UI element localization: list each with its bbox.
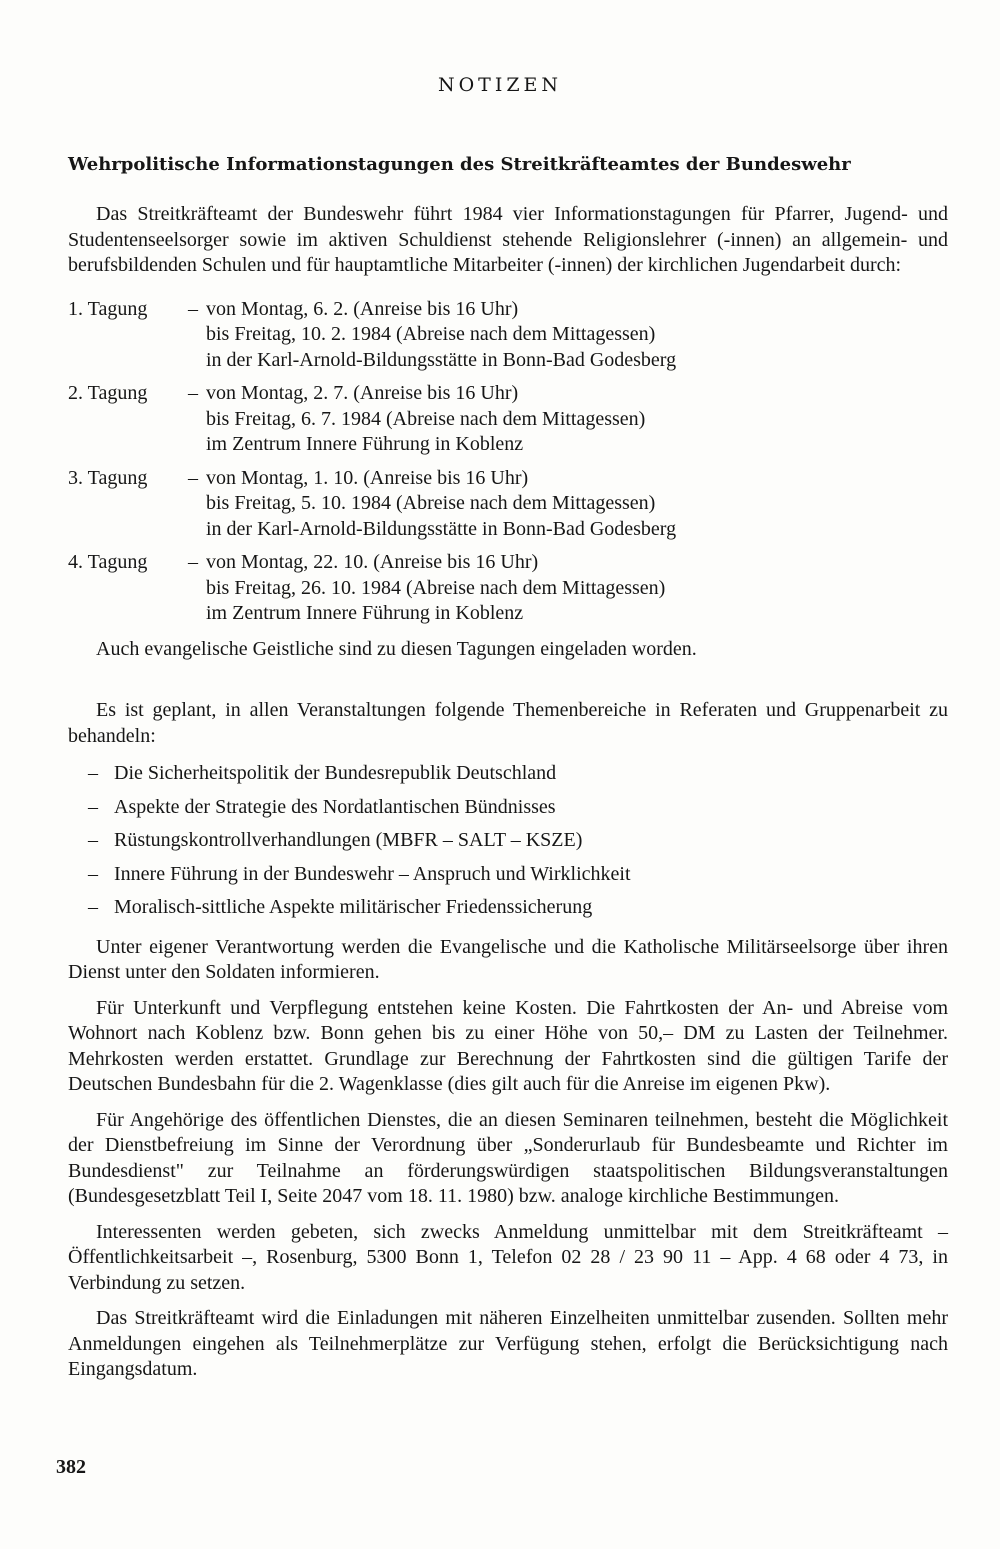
article-body bbox=[68, 202, 948, 1383]
topic-item bbox=[88, 862, 948, 888]
topic-dash: – bbox=[88, 896, 98, 918]
topic-text: Innere Führung in der Bundeswehr – Anspruch und Wirklichkeit bbox=[114, 862, 631, 885]
topic-dash: – bbox=[88, 795, 98, 818]
tagung-dash: – bbox=[188, 466, 198, 489]
tagung-start: von Montag, 2. 7. (Anreise bis 16 Uhr) bbox=[206, 382, 519, 404]
topic-dash: – bbox=[88, 862, 98, 885]
tagung-location: im Zentrum Innere Führung in Koblenz bbox=[206, 602, 524, 624]
body-paragraph: Interessenten werden gebeten, sich zwecks Anmeldung unmittelbar mit dem Streitkräfteamt – Öffentlichkeitsarbeit –, Rosenburg, 5300 Bonn 1, Telefon 02 28 / 23 90 11 – App. 4 68 oder 4 73, in Verbindung zu setzen. bbox=[68, 1220, 948, 1294]
tagung-end: bis Freitag, 26. 10. 1984 (Abreise nach dem Mittagessen) bbox=[206, 576, 666, 599]
tagung-start: von Montag, 6. 2. (Anreise bis 16 Uhr) bbox=[206, 297, 519, 320]
topic-text: Rüstungskontrollverhandlungen (MBFR – SALT – KSZE) bbox=[114, 829, 583, 851]
tagung-details bbox=[206, 297, 948, 374]
tagung-dash: – bbox=[188, 297, 198, 320]
tagung-item bbox=[68, 466, 948, 543]
tagung-end: bis Freitag, 10. 2. 1984 (Abreise nach dem Mittagessen) bbox=[206, 323, 656, 345]
tagung-item bbox=[68, 550, 948, 627]
tagung-location: im Zentrum Innere Führung in Koblenz bbox=[206, 433, 524, 455]
topic-item bbox=[88, 795, 948, 821]
tagung-label: 4. Tagung bbox=[68, 551, 148, 573]
topic-dash: – bbox=[88, 762, 98, 784]
tagung-label: 3. Tagung bbox=[68, 466, 148, 489]
article-heading: Wehrpolitische Informationstagungen des Streitkräfteamtes der Bundeswehr bbox=[68, 154, 851, 175]
tagung-label: 2. Tagung bbox=[68, 382, 148, 404]
body-paragraph: Unter eigener Verantwortung werden die Evangelische und die Katholische Militärseelsorge über ihren Dienst unter den Soldaten informieren. bbox=[68, 935, 948, 983]
tagung-details bbox=[206, 381, 948, 458]
tagung-end: bis Freitag, 5. 10. 1984 (Abreise nach dem Mittagessen) bbox=[206, 492, 656, 514]
topic-text: Aspekte der Strategie des Nordatlantischen Bündnisses bbox=[114, 795, 556, 818]
tagung-end: bis Freitag, 6. 7. 1984 (Abreise nach dem Mittagessen) bbox=[206, 407, 646, 430]
tagung-label: 1. Tagung bbox=[68, 297, 148, 320]
tagung-location: in der Karl-Arnold-Bildungsstätte in Bonn-Bad Godesberg bbox=[206, 517, 677, 540]
topic-item bbox=[88, 895, 948, 921]
topic-text: Die Sicherheitspolitik der Bundesrepublik Deutschland bbox=[114, 762, 557, 784]
tagung-item bbox=[68, 297, 948, 374]
tagung-item bbox=[68, 381, 948, 458]
tagung-dash: – bbox=[188, 551, 198, 573]
topic-text: Moralisch-sittliche Aspekte militärischer Friedenssicherung bbox=[114, 896, 593, 918]
topic-dash: – bbox=[88, 829, 98, 851]
body-paragraph: Das Streitkräfteamt wird die Einladungen mit näheren Einzelheiten unmittelbar zusenden. Sollten mehr Anmeldungen eingehen als Teilnehmerplätze zur Verfügung stehen, erfolgt die Berücksichtigung nach Eingangsdatum. bbox=[68, 1307, 948, 1380]
topic-item bbox=[88, 761, 948, 787]
tagung-details bbox=[206, 550, 948, 627]
plan-paragraph: Es ist geplant, in allen Veranstaltungen folgende Themenbereiche in Referaten und Gruppenarbeit zu behandeln: bbox=[68, 699, 948, 747]
tagungen-list bbox=[68, 297, 948, 627]
tagung-start: von Montag, 22. 10. (Anreise bis 16 Uhr) bbox=[206, 551, 539, 573]
body-paragraph: Für Unterkunft und Verpflegung entstehen keine Kosten. Die Fahrtkosten der An- und Abreise vom Wohnort nach Koblenz bzw. Bonn gehen bis zu einer Höhe von 50,– DM zu Lasten der Teilnehmer. Mehrkosten werden erstattet. Grundlage zur Berechnung der Fahrtkosten sind die gültigen Tarife der Deutschen Bundesbahn für die 2. Wagenklasse (dies gilt auch für die Anreise im eigenen Pkw). bbox=[68, 996, 948, 1095]
topic-item bbox=[88, 828, 948, 854]
note-paragraph: Auch evangelische Geistliche sind zu diesen Tagungen eingeladen worden. bbox=[96, 637, 697, 660]
body-paragraph: Für Angehörige des öffentlichen Dienstes, die an diesen Seminaren teilnehmen, besteht die Möglichkeit der Dienstbefreiung im Sinne der Verordnung über „Sonderurlaub für Bundesbeamte und Richter im Bundesdienst" zur Teilnahme an förderungswürdigen staatspolitischen Bildungsveranstaltungen (Bundesgesetzblatt Teil I, Seite 2047 vom 18. 11. 1980) bzw. analoge kirchliche Bestimmungen. bbox=[68, 1108, 948, 1207]
tagung-start: von Montag, 1. 10. (Anreise bis 16 Uhr) bbox=[206, 466, 529, 489]
tagung-location: in der Karl-Arnold-Bildungsstätte in Bonn-Bad Godesberg bbox=[206, 348, 677, 371]
intro-paragraph: Das Streitkräfteamt der Bundeswehr führt 1984 vier Informationstagungen für Pfarrer, Jugend- und Studentenseelsorger sowie im aktiven Schuldienst stehende Religionslehrer (-innen) an allgemein- und berufsbildenden Schulen und für hauptamtliche Mitarbeiter (-innen) der kirchlichen Jugendarbeit durch: bbox=[68, 203, 948, 276]
page-header: NOTIZEN bbox=[437, 74, 563, 96]
page-number: 382 bbox=[56, 1456, 86, 1478]
tagung-dash: – bbox=[188, 382, 198, 404]
tagung-details bbox=[206, 466, 948, 543]
topics-list bbox=[88, 761, 948, 921]
